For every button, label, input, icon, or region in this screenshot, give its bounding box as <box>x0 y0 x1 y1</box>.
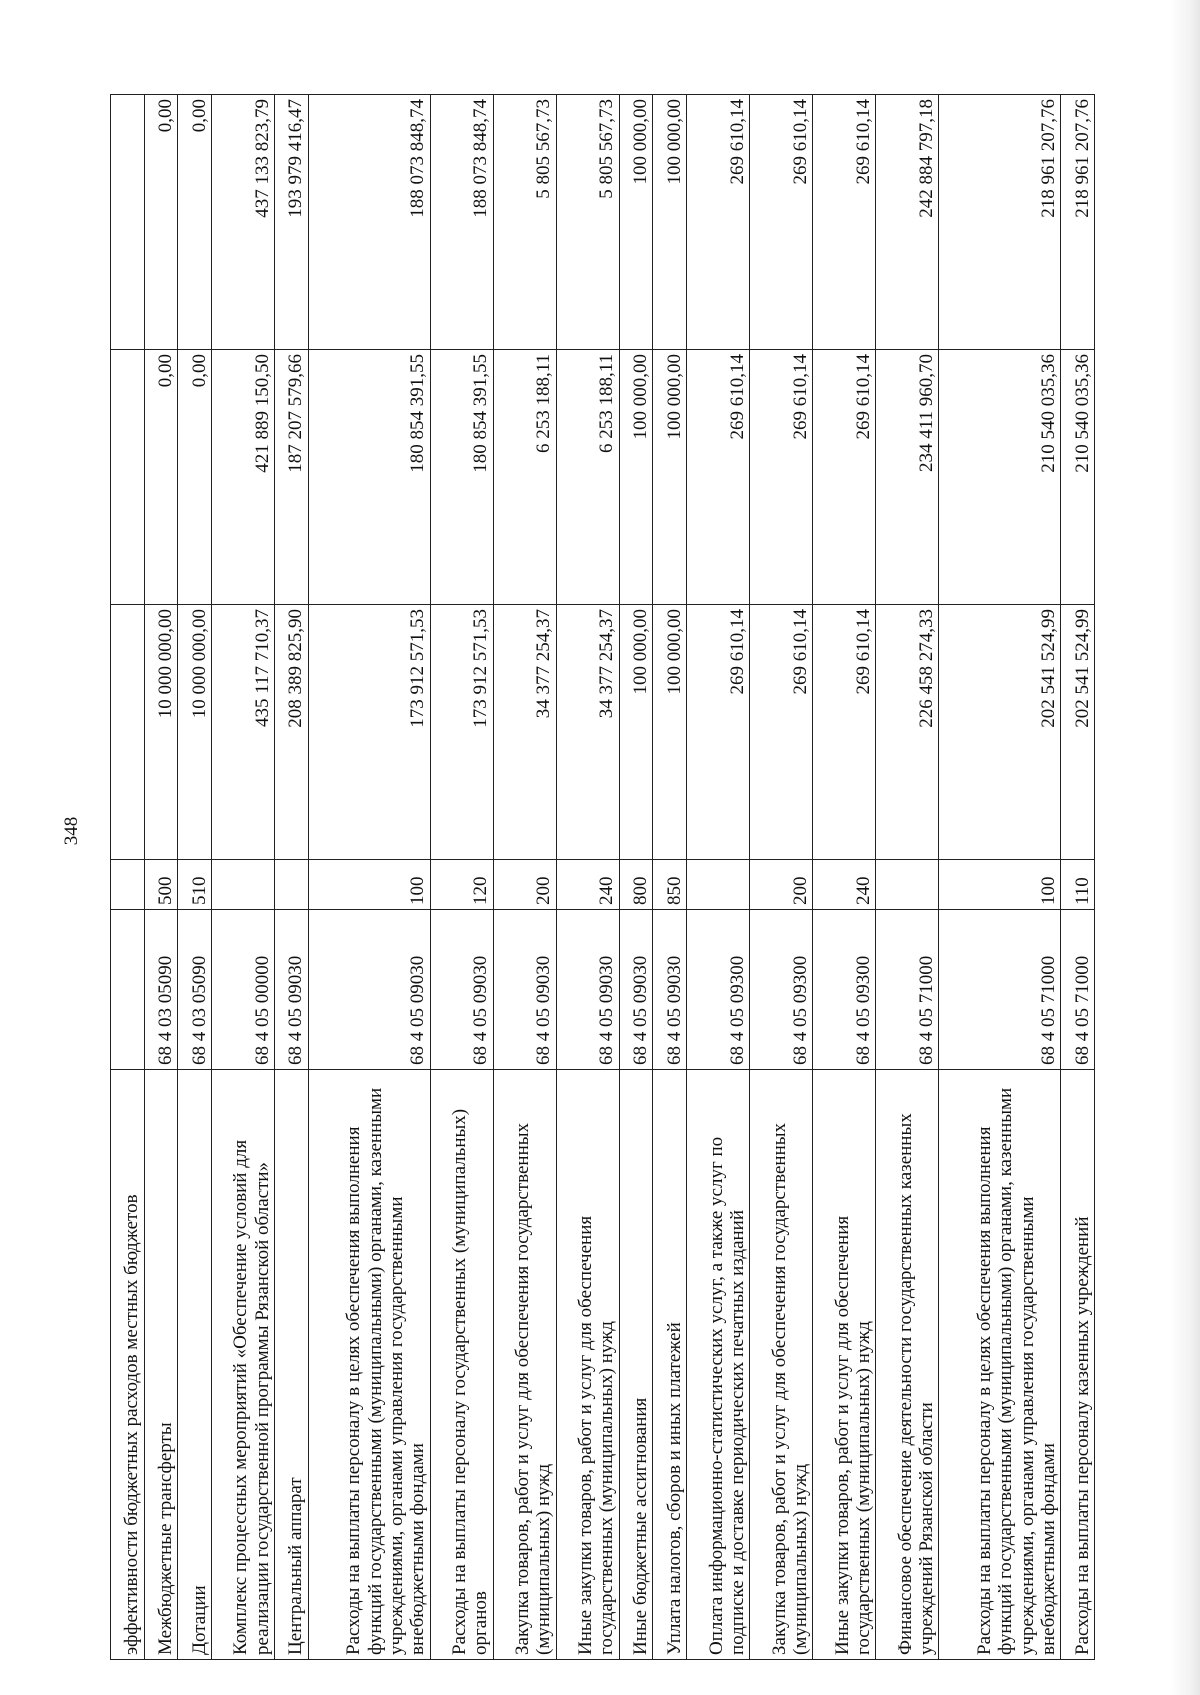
row-code-cell: 68 4 05 00000 <box>211 910 274 1070</box>
row-code-cell: 68 4 03 05090 <box>144 910 178 1070</box>
row-code-cell: 68 4 05 09030 <box>308 910 430 1070</box>
row-expense-type-cell <box>686 860 749 910</box>
row-code-cell: 68 4 05 09030 <box>274 910 308 1070</box>
row-name-cell: Межбюджетные трансферты <box>144 1070 178 1660</box>
row-code-cell: 68 4 05 71000 <box>939 910 1061 1070</box>
row-value-year3-cell: 218 961 207,76 <box>1061 95 1095 350</box>
row-code-cell: 68 4 03 05090 <box>178 910 212 1070</box>
row-expense-type-cell: 240 <box>813 860 876 910</box>
row-code-cell: 68 4 05 09300 <box>750 910 813 1070</box>
row-value-year2-cell <box>111 350 145 605</box>
row-code-cell: 68 4 05 71000 <box>876 910 939 1070</box>
row-value-year1-cell: 269 610,14 <box>686 605 749 860</box>
budget-table <box>110 94 1095 1660</box>
row-value-year3-cell <box>111 95 145 350</box>
table-row <box>556 95 619 1660</box>
row-value-year3-cell: 188 073 848,74 <box>430 95 493 350</box>
row-expense-type-cell: 510 <box>178 860 212 910</box>
table-row <box>274 95 308 1660</box>
row-expense-type-cell: 500 <box>144 860 178 910</box>
row-value-year3-cell: 0,00 <box>178 95 212 350</box>
row-value-year2-cell: 234 411 960,70 <box>876 350 939 605</box>
row-name-cell: Расходы на выплаты персоналу в целях обеспечения выполнения функций государственными (муниципальными) органами, казенными учреждениями, органами управления государственными внебюджетными фондами <box>939 1070 1061 1660</box>
row-expense-type-cell: 850 <box>653 860 687 910</box>
row-name-cell: Закупка товаров, работ и услуг для обеспечения государственных (муниципальных) нужд <box>493 1070 556 1660</box>
budget-table-body <box>111 95 1095 1660</box>
row-expense-type-cell: 100 <box>308 860 430 910</box>
row-value-year1-cell: 226 458 274,33 <box>876 605 939 860</box>
row-value-year1-cell <box>111 605 145 860</box>
row-value-year2-cell: 269 610,14 <box>750 350 813 605</box>
table-row <box>1061 95 1095 1660</box>
table-row <box>876 95 939 1660</box>
row-expense-type-cell <box>876 860 939 910</box>
row-name-cell: Иные закупки товаров, работ и услуг для обеспечения государственных (муниципальных) нужд <box>556 1070 619 1660</box>
row-code-cell: 68 4 05 09030 <box>619 910 653 1070</box>
row-code-cell: 68 4 05 09030 <box>653 910 687 1070</box>
row-expense-type-cell: 240 <box>556 860 619 910</box>
row-name-cell: Закупка товаров, работ и услуг для обеспечения государственных (муниципальных) нужд <box>750 1070 813 1660</box>
row-name-cell: Иные закупки товаров, работ и услуг для обеспечения государственных (муниципальных) нужд <box>813 1070 876 1660</box>
row-value-year2-cell: 6 253 188,11 <box>493 350 556 605</box>
table-row <box>493 95 556 1660</box>
table-row <box>430 95 493 1660</box>
row-code-cell: 68 4 05 71000 <box>1061 910 1095 1070</box>
table-row <box>750 95 813 1660</box>
row-value-year1-cell: 208 389 825,90 <box>274 605 308 860</box>
row-value-year1-cell: 100 000,00 <box>653 605 687 860</box>
row-expense-type-cell: 200 <box>750 860 813 910</box>
table-row <box>211 95 274 1660</box>
table-row <box>619 95 653 1660</box>
row-name-cell: Уплата налогов, сборов и иных платежей <box>653 1070 687 1660</box>
table-row <box>686 95 749 1660</box>
row-value-year2-cell: 0,00 <box>178 350 212 605</box>
rotated-table-wrapper <box>110 95 1095 1660</box>
row-code-cell: 68 4 05 09030 <box>493 910 556 1070</box>
row-value-year2-cell: 210 540 035,36 <box>1061 350 1095 605</box>
row-value-year1-cell: 202 541 524,99 <box>1061 605 1095 860</box>
row-value-year2-cell: 0,00 <box>144 350 178 605</box>
row-value-year2-cell: 269 610,14 <box>813 350 876 605</box>
page-number: 348 <box>61 816 82 846</box>
row-expense-type-cell <box>111 860 145 910</box>
table-row <box>178 95 212 1660</box>
row-value-year1-cell: 34 377 254,37 <box>556 605 619 860</box>
row-value-year1-cell: 173 912 571,53 <box>308 605 430 860</box>
row-value-year2-cell: 100 000,00 <box>619 350 653 605</box>
row-value-year3-cell: 5 805 567,73 <box>493 95 556 350</box>
row-value-year3-cell: 437 133 823,79 <box>211 95 274 350</box>
row-value-year2-cell: 100 000,00 <box>653 350 687 605</box>
row-value-year1-cell: 269 610,14 <box>750 605 813 860</box>
row-value-year1-cell: 173 912 571,53 <box>430 605 493 860</box>
row-expense-type-cell <box>274 860 308 910</box>
row-value-year1-cell: 202 541 524,99 <box>939 605 1061 860</box>
row-value-year2-cell: 180 854 391,55 <box>430 350 493 605</box>
row-name-cell: Расходы на выплаты персоналу в целях обеспечения выполнения функций государственными (муниципальными) органами, казенными учреждениями, органами управления государственными внебюджетными фондами <box>308 1070 430 1660</box>
row-code-cell <box>111 910 145 1070</box>
row-expense-type-cell: 800 <box>619 860 653 910</box>
row-value-year3-cell: 188 073 848,74 <box>308 95 430 350</box>
row-name-cell: Иные бюджетные ассигнования <box>619 1070 653 1660</box>
row-name-cell: Финансовое обеспечение деятельности государственных казенных учреждений Рязанской области <box>876 1070 939 1660</box>
row-code-cell: 68 4 05 09030 <box>556 910 619 1070</box>
row-value-year3-cell: 5 805 567,73 <box>556 95 619 350</box>
row-name-cell: Дотации <box>178 1070 212 1660</box>
row-code-cell: 68 4 05 09300 <box>686 910 749 1070</box>
row-name-cell: Оплата информационно-статистических услуг, а также услуг по подписке и доставке периодических печатных изданий <box>686 1070 749 1660</box>
row-value-year3-cell: 269 610,14 <box>686 95 749 350</box>
scan-edge-shadow <box>1170 0 1200 1695</box>
row-expense-type-cell: 120 <box>430 860 493 910</box>
row-name-cell: Комплекс процессных мероприятий «Обеспечение условий для реализации государственной программы Рязанской области» <box>211 1070 274 1660</box>
row-name-cell: Центральный аппарат <box>274 1070 308 1660</box>
table-row <box>111 95 145 1660</box>
table-row <box>653 95 687 1660</box>
row-value-year1-cell: 10 000 000,00 <box>178 605 212 860</box>
row-value-year2-cell: 6 253 188,11 <box>556 350 619 605</box>
row-value-year3-cell: 100 000,00 <box>653 95 687 350</box>
row-expense-type-cell: 110 <box>1061 860 1095 910</box>
row-name-cell: Расходы на выплаты персоналу казенных учреждений <box>1061 1070 1095 1660</box>
row-value-year3-cell: 242 884 797,18 <box>876 95 939 350</box>
row-value-year2-cell: 421 889 150,50 <box>211 350 274 605</box>
row-expense-type-cell: 200 <box>493 860 556 910</box>
row-value-year1-cell: 10 000 000,00 <box>144 605 178 860</box>
row-value-year2-cell: 269 610,14 <box>686 350 749 605</box>
row-value-year3-cell: 0,00 <box>144 95 178 350</box>
row-value-year2-cell: 210 540 035,36 <box>939 350 1061 605</box>
row-value-year1-cell: 269 610,14 <box>813 605 876 860</box>
row-value-year1-cell: 34 377 254,37 <box>493 605 556 860</box>
row-value-year1-cell: 435 117 710,37 <box>211 605 274 860</box>
row-value-year3-cell: 218 961 207,76 <box>939 95 1061 350</box>
table-row <box>813 95 876 1660</box>
row-code-cell: 68 4 05 09030 <box>430 910 493 1070</box>
table-row <box>144 95 178 1660</box>
row-name-cell: эффективности бюджетных расходов местных бюджетов <box>111 1070 145 1660</box>
row-expense-type-cell: 100 <box>939 860 1061 910</box>
row-value-year2-cell: 180 854 391,55 <box>308 350 430 605</box>
row-value-year3-cell: 100 000,00 <box>619 95 653 350</box>
table-row <box>939 95 1061 1660</box>
row-value-year2-cell: 187 207 579,66 <box>274 350 308 605</box>
row-code-cell: 68 4 05 09300 <box>813 910 876 1070</box>
row-expense-type-cell <box>211 860 274 910</box>
row-value-year3-cell: 193 979 416,47 <box>274 95 308 350</box>
row-value-year3-cell: 269 610,14 <box>813 95 876 350</box>
row-value-year1-cell: 100 000,00 <box>619 605 653 860</box>
table-row <box>308 95 430 1660</box>
row-value-year3-cell: 269 610,14 <box>750 95 813 350</box>
row-name-cell: Расходы на выплаты персоналу государственных (муниципальных) органов <box>430 1070 493 1660</box>
